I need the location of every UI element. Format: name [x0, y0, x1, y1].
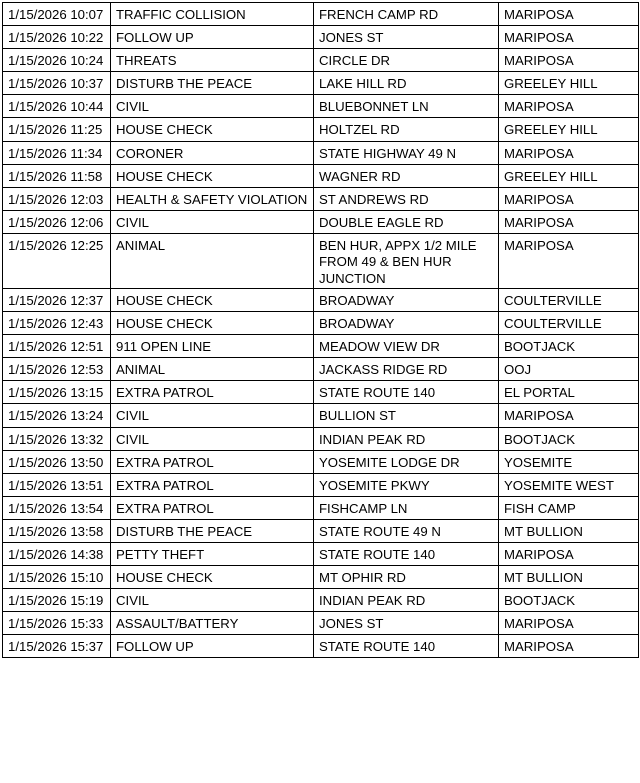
table-row [3, 542, 639, 565]
datetime-cell: 1/15/2026 14:38 [3, 542, 111, 565]
location-cell: YOSEMITE PKWY [314, 473, 499, 496]
datetime-cell: 1/15/2026 10:24 [3, 49, 111, 72]
datetime-cell: 1/15/2026 12:06 [3, 210, 111, 233]
call-type-cell: ANIMAL [111, 358, 314, 381]
area-cell: MT BULLION [499, 519, 639, 542]
call-type-cell: HOUSE CHECK [111, 566, 314, 589]
call-type-cell: EXTRA PATROL [111, 381, 314, 404]
call-type-cell: FOLLOW UP [111, 635, 314, 658]
table-row [3, 381, 639, 404]
area-cell: GREELEY HILL [499, 164, 639, 187]
table-row [3, 589, 639, 612]
datetime-cell: 1/15/2026 15:37 [3, 635, 111, 658]
table-row [3, 358, 639, 381]
location-cell: HOLTZEL RD [314, 118, 499, 141]
location-cell: BROADWAY [314, 288, 499, 311]
call-type-cell: CIVIL [111, 589, 314, 612]
call-type-cell: ASSAULT/BATTERY [111, 612, 314, 635]
datetime-cell: 1/15/2026 11:34 [3, 141, 111, 164]
datetime-cell: 1/15/2026 12:37 [3, 288, 111, 311]
table-row [3, 496, 639, 519]
table-row [3, 3, 639, 26]
area-cell: MARIPOSA [499, 635, 639, 658]
datetime-cell: 1/15/2026 13:50 [3, 450, 111, 473]
call-log-table [2, 2, 639, 658]
table-row [3, 26, 639, 49]
area-cell: MARIPOSA [499, 49, 639, 72]
area-cell: COULTERVILLE [499, 288, 639, 311]
datetime-cell: 1/15/2026 10:44 [3, 95, 111, 118]
table-row [3, 49, 639, 72]
datetime-cell: 1/15/2026 10:22 [3, 26, 111, 49]
area-cell: MARIPOSA [499, 3, 639, 26]
area-cell: BOOTJACK [499, 335, 639, 358]
location-cell: ST ANDREWS RD [314, 187, 499, 210]
table-row [3, 612, 639, 635]
table-row [3, 164, 639, 187]
area-cell: GREELEY HILL [499, 72, 639, 95]
area-cell: YOSEMITE [499, 450, 639, 473]
table-row [3, 141, 639, 164]
area-cell: OOJ [499, 358, 639, 381]
area-cell: GREELEY HILL [499, 118, 639, 141]
area-cell: MARIPOSA [499, 95, 639, 118]
location-cell: STATE ROUTE 49 N [314, 519, 499, 542]
location-cell: MT OPHIR RD [314, 566, 499, 589]
area-cell: MARIPOSA [499, 141, 639, 164]
datetime-cell: 1/15/2026 13:58 [3, 519, 111, 542]
table-row [3, 118, 639, 141]
table-row [3, 519, 639, 542]
call-type-cell: HOUSE CHECK [111, 118, 314, 141]
location-cell: STATE ROUTE 140 [314, 542, 499, 565]
table-row [3, 404, 639, 427]
call-log-body [3, 3, 639, 658]
location-cell: CIRCLE DR [314, 49, 499, 72]
call-type-cell: HEALTH & SAFETY VIOLATION [111, 187, 314, 210]
datetime-cell: 1/15/2026 11:25 [3, 118, 111, 141]
location-cell: INDIAN PEAK RD [314, 427, 499, 450]
call-type-cell: FOLLOW UP [111, 26, 314, 49]
area-cell: MARIPOSA [499, 187, 639, 210]
call-type-cell: CIVIL [111, 427, 314, 450]
call-type-cell: ANIMAL [111, 233, 314, 288]
area-cell: MT BULLION [499, 566, 639, 589]
area-cell: BOOTJACK [499, 427, 639, 450]
call-type-cell: CORONER [111, 141, 314, 164]
datetime-cell: 1/15/2026 15:33 [3, 612, 111, 635]
table-row [3, 95, 639, 118]
datetime-cell: 1/15/2026 12:51 [3, 335, 111, 358]
datetime-cell: 1/15/2026 15:19 [3, 589, 111, 612]
location-cell: FRENCH CAMP RD [314, 3, 499, 26]
table-row [3, 210, 639, 233]
datetime-cell: 1/15/2026 10:07 [3, 3, 111, 26]
location-cell: WAGNER RD [314, 164, 499, 187]
datetime-cell: 1/15/2026 11:58 [3, 164, 111, 187]
table-row [3, 335, 639, 358]
location-cell: LAKE HILL RD [314, 72, 499, 95]
call-type-cell: HOUSE CHECK [111, 164, 314, 187]
area-cell: FISH CAMP [499, 496, 639, 519]
table-row [3, 187, 639, 210]
table-row [3, 427, 639, 450]
area-cell: MARIPOSA [499, 210, 639, 233]
location-cell: STATE ROUTE 140 [314, 635, 499, 658]
call-type-cell: PETTY THEFT [111, 542, 314, 565]
call-type-cell: HOUSE CHECK [111, 288, 314, 311]
table-row [3, 635, 639, 658]
location-cell: FISHCAMP LN [314, 496, 499, 519]
location-cell: STATE HIGHWAY 49 N [314, 141, 499, 164]
call-type-cell: HOUSE CHECK [111, 312, 314, 335]
area-cell: MARIPOSA [499, 612, 639, 635]
table-row [3, 233, 639, 288]
area-cell: BOOTJACK [499, 589, 639, 612]
call-type-cell: DISTURB THE PEACE [111, 519, 314, 542]
table-row [3, 312, 639, 335]
call-type-cell: THREATS [111, 49, 314, 72]
location-cell: INDIAN PEAK RD [314, 589, 499, 612]
call-type-cell: CIVIL [111, 95, 314, 118]
table-row [3, 473, 639, 496]
table-row [3, 288, 639, 311]
call-type-cell: DISTURB THE PEACE [111, 72, 314, 95]
location-cell: YOSEMITE LODGE DR [314, 450, 499, 473]
area-cell: YOSEMITE WEST [499, 473, 639, 496]
datetime-cell: 1/15/2026 12:25 [3, 233, 111, 288]
datetime-cell: 1/15/2026 13:54 [3, 496, 111, 519]
area-cell: EL PORTAL [499, 381, 639, 404]
location-cell: BULLION ST [314, 404, 499, 427]
location-cell: BLUEBONNET LN [314, 95, 499, 118]
location-cell: STATE ROUTE 140 [314, 381, 499, 404]
location-cell: BEN HUR, APPX 1/2 MILE FROM 49 & BEN HUR JUNCTION [314, 233, 499, 288]
datetime-cell: 1/15/2026 12:03 [3, 187, 111, 210]
call-type-cell: CIVIL [111, 210, 314, 233]
datetime-cell: 1/15/2026 10:37 [3, 72, 111, 95]
call-type-cell: TRAFFIC COLLISION [111, 3, 314, 26]
table-row [3, 566, 639, 589]
area-cell: MARIPOSA [499, 404, 639, 427]
location-cell: BROADWAY [314, 312, 499, 335]
datetime-cell: 1/15/2026 12:53 [3, 358, 111, 381]
area-cell: MARIPOSA [499, 542, 639, 565]
datetime-cell: 1/15/2026 13:24 [3, 404, 111, 427]
area-cell: COULTERVILLE [499, 312, 639, 335]
datetime-cell: 1/15/2026 12:43 [3, 312, 111, 335]
call-type-cell: CIVIL [111, 404, 314, 427]
location-cell: JONES ST [314, 26, 499, 49]
call-type-cell: EXTRA PATROL [111, 473, 314, 496]
call-type-cell: EXTRA PATROL [111, 496, 314, 519]
call-type-cell: 911 OPEN LINE [111, 335, 314, 358]
table-row [3, 450, 639, 473]
call-type-cell: EXTRA PATROL [111, 450, 314, 473]
datetime-cell: 1/15/2026 13:15 [3, 381, 111, 404]
datetime-cell: 1/15/2026 13:32 [3, 427, 111, 450]
datetime-cell: 1/15/2026 13:51 [3, 473, 111, 496]
area-cell: MARIPOSA [499, 26, 639, 49]
area-cell: MARIPOSA [499, 233, 639, 288]
location-cell: DOUBLE EAGLE RD [314, 210, 499, 233]
datetime-cell: 1/15/2026 15:10 [3, 566, 111, 589]
location-cell: JACKASS RIDGE RD [314, 358, 499, 381]
table-row [3, 72, 639, 95]
location-cell: MEADOW VIEW DR [314, 335, 499, 358]
location-cell: JONES ST [314, 612, 499, 635]
